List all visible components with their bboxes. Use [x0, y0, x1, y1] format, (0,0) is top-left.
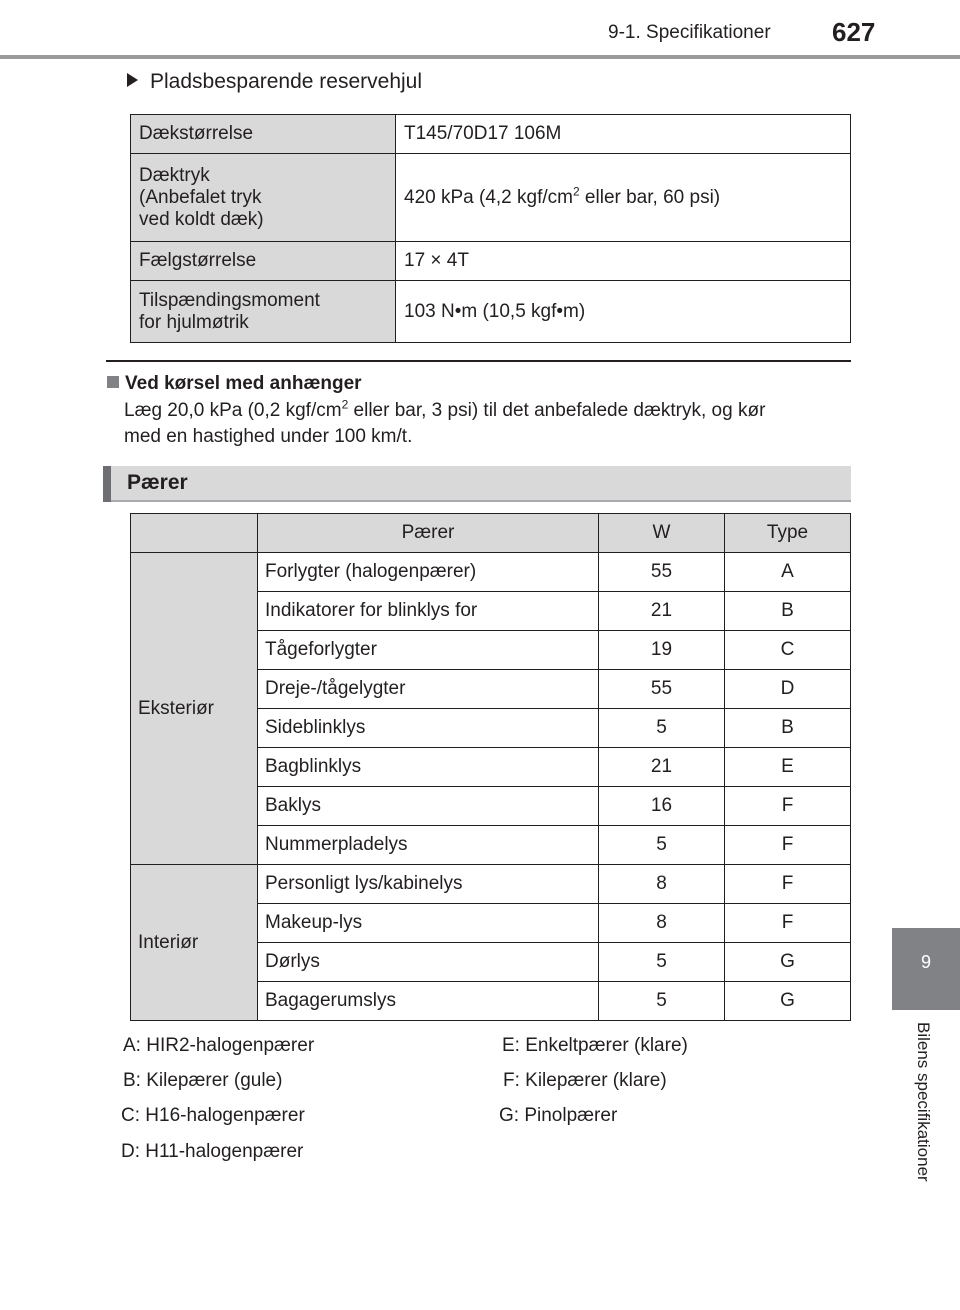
legend-item: E: Enkeltpærer (klare) — [502, 1035, 688, 1056]
spec-label-line: ved koldt dæk) — [139, 208, 264, 230]
towing-note-title-text: Ved kørsel med anhænger — [125, 373, 362, 394]
bulb-name: Indikatorer for blinklys for — [258, 592, 599, 631]
legend-item: C: H16-halogenpærer — [121, 1105, 305, 1126]
separator-rule — [106, 360, 851, 362]
bulb-type: B — [725, 592, 851, 631]
towing-note-title — [107, 373, 362, 395]
legend-item: B: Kilepærer (gule) — [123, 1070, 283, 1091]
bulb-name: Personligt lys/kabinelys — [258, 865, 599, 904]
bulb-watt: 19 — [599, 631, 725, 670]
bulb-watt: 8 — [599, 865, 725, 904]
bulb-watt: 16 — [599, 787, 725, 826]
spec-value-text: eller bar, 60 psi) — [579, 186, 721, 208]
bulb-name: Tågeforlygter — [258, 631, 599, 670]
bulb-watt: 21 — [599, 748, 725, 787]
bulb-watt: 55 — [599, 670, 725, 709]
column-header-blank — [131, 514, 258, 553]
spec-label: Dækstørrelse — [131, 115, 396, 154]
spare-wheel-heading — [127, 70, 422, 94]
spec-value: T145/70D17 106M — [396, 115, 851, 154]
table-row — [131, 281, 851, 343]
legend-item: D: H11-halogenpærer — [121, 1141, 304, 1162]
bulb-name: Sideblinklys — [258, 709, 599, 748]
bulb-type: F — [725, 787, 851, 826]
group-label: Eksteriør — [131, 553, 258, 865]
superscript: 2 — [572, 184, 580, 199]
section-accent — [103, 466, 111, 502]
spec-label-line: Dæktryk — [139, 164, 210, 186]
spec-value: 103 N•m (10,5 kgf•m) — [396, 281, 851, 343]
square-bullet-icon — [107, 376, 119, 388]
header-rule — [0, 55, 960, 59]
spec-value-text: 420 kPa (4,2 kgf/cm — [404, 186, 573, 208]
spec-value: 17 × 4T — [396, 242, 851, 281]
column-header: Pærer — [258, 514, 599, 553]
superscript: 2 — [341, 397, 349, 412]
bulb-type: E — [725, 748, 851, 787]
bulb-watt: 21 — [599, 592, 725, 631]
bulb-name: Dørlys — [258, 943, 599, 982]
spec-label: Fælgstørrelse — [131, 242, 396, 281]
table-row — [131, 115, 851, 154]
bulb-watt: 5 — [599, 826, 725, 865]
legend-item: A: HIR2-halogenpærer — [123, 1035, 315, 1056]
chapter-number: 9 — [920, 952, 931, 972]
spec-label — [131, 281, 396, 343]
spec-label-line: for hjulmøtrik — [139, 311, 249, 333]
bulbs-heading: Pærer — [127, 471, 188, 494]
bulb-type: F — [725, 826, 851, 865]
table-row — [131, 865, 851, 904]
page-number: 627 — [832, 17, 876, 47]
bulb-name: Nummerpladelys — [258, 826, 599, 865]
bulb-type: B — [725, 709, 851, 748]
spec-label-line: Tilspændingsmoment — [139, 289, 320, 311]
chapter-tab — [892, 928, 960, 1010]
table-row — [131, 154, 851, 242]
bulbs-table — [130, 513, 851, 1021]
spec-label-line: (Anbefalet tryk — [139, 186, 262, 208]
chapter-label-tab — [892, 1010, 960, 1220]
bulb-name: Dreje-/tågelygter — [258, 670, 599, 709]
bulb-name: Bagblinklys — [258, 748, 599, 787]
bulb-name: Bagagerumslys — [258, 982, 599, 1021]
bulb-type: F — [725, 865, 851, 904]
bulb-watt: 55 — [599, 553, 725, 592]
bulb-name: Makeup-lys — [258, 904, 599, 943]
legend-item: G: Pinolpærer — [499, 1105, 618, 1126]
bulb-watt: 5 — [599, 982, 725, 1021]
column-header: W — [599, 514, 725, 553]
bulb-type: F — [725, 904, 851, 943]
note-text: med en hastighed under 100 km/t. — [124, 426, 413, 447]
towing-note-body — [124, 398, 854, 450]
spec-label — [131, 154, 396, 242]
table-header-row — [131, 514, 851, 553]
bulb-type: C — [725, 631, 851, 670]
section-title: 9-1. Specifikationer — [608, 22, 771, 43]
spare-wheel-table — [130, 114, 851, 343]
table-row — [131, 242, 851, 281]
bulb-name: Forlygter (halogenpærer) — [258, 553, 599, 592]
column-header: Type — [725, 514, 851, 553]
bulb-watt: 5 — [599, 709, 725, 748]
bulb-type: A — [725, 553, 851, 592]
bulb-watt: 5 — [599, 943, 725, 982]
bulb-type: D — [725, 670, 851, 709]
triangle-bullet-icon — [127, 73, 138, 87]
group-label: Interiør — [131, 865, 258, 1021]
bulb-type: G — [725, 943, 851, 982]
spec-value — [396, 154, 851, 242]
note-text: eller bar, 3 psi) til det anbefalede dæktryk, og kør — [348, 400, 766, 421]
bulb-type: G — [725, 982, 851, 1021]
note-text: Læg 20,0 kPa (0,2 kgf/cm — [124, 400, 342, 421]
bulbs-section-bar — [103, 466, 851, 502]
spare-wheel-heading-text: Pladsbesparende reservehjul — [150, 70, 423, 93]
bulb-watt: 8 — [599, 904, 725, 943]
legend-item: F: Kilepærer (klare) — [503, 1070, 667, 1091]
chapter-label: Bilens specifikationer — [914, 1022, 933, 1182]
bulb-name: Baklys — [258, 787, 599, 826]
table-row — [131, 553, 851, 592]
